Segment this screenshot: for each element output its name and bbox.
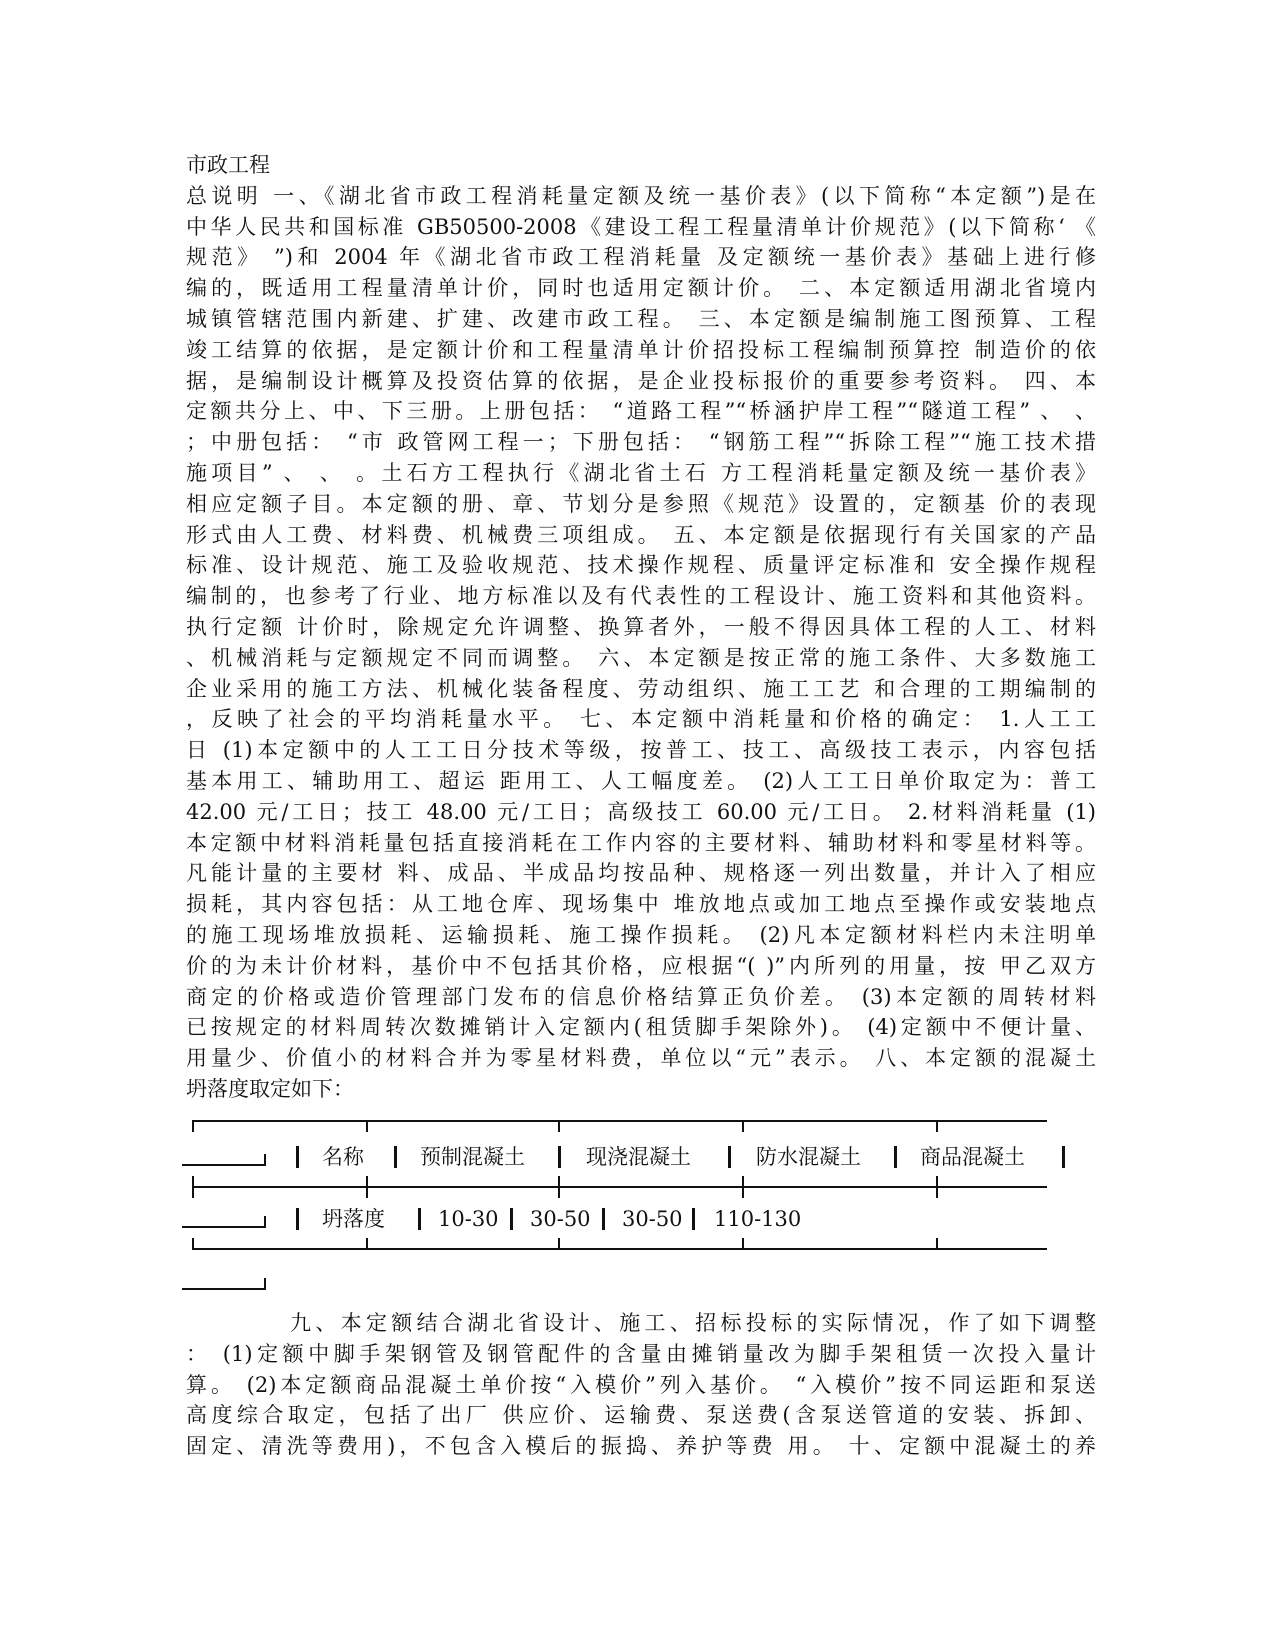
body-text [186, 150, 1096, 1105]
table-header-cell: 商品混凝土 [920, 1145, 1025, 1169]
table-rule [192, 1186, 1047, 1188]
table-rule [192, 1120, 194, 1132]
table-separator [394, 1146, 397, 1168]
table-separator [510, 1208, 513, 1230]
body-text-continued [186, 1308, 1096, 1462]
text-line: 九、本定额结合湖北省设计、施工、招标投标的实际情况，作了如下调整 [290, 1311, 1096, 1335]
table-rule [192, 1176, 194, 1198]
text-line: 执行定额 计价时，除规定允许调整、换算者外，一般不得因具体工程的人工、材料 [186, 614, 1096, 639]
text-line: 日 (1)本定额中的人工工日分技术等级，按普工、技工、高级技工表示，内容包括 [186, 738, 1096, 763]
text-line: 、机械消耗与定额规定不同而调整。 六、本定额是按正常的施工条件、大多数施工 [186, 645, 1096, 670]
table-rule [936, 1238, 938, 1250]
text-line: 城镇管辖范围内新建、扩建、改建市政工程。 三、本定额是编制施工图预算、工程 [186, 306, 1096, 331]
table-rule [936, 1120, 938, 1132]
text-line: 中华人民共和国标准 GB50500-2008《建设工程工程量清单计价规范》(以下简称‘ 《 [186, 214, 1096, 239]
table-rule [936, 1176, 938, 1198]
table-header-cell: 预制混凝土 [420, 1145, 525, 1169]
text-line: 施项目” 、 、 。土石方工程执行《湖北省土石 方工程消耗量定额及统一基价表》 [186, 460, 1096, 485]
table-separator [558, 1146, 561, 1168]
table-rule [742, 1176, 744, 1198]
table-rule [264, 1154, 266, 1166]
text-line: 坍落度取定如下： [186, 1076, 354, 1101]
table-rule [558, 1238, 560, 1250]
table-separator [296, 1208, 299, 1230]
text-line: 42.00 元/工日；技工 48.00 元/工日；高级技工 60.00 元/工日。 2.材料消耗量 (1) [186, 799, 1096, 824]
text-line: 算。 (2)本定额商品混凝土单价按“入模价”列入基价。 “入模价”按不同运距和泵送 [186, 1372, 1096, 1397]
text-line: 凡能计量的主要材 料、成品、半成品均按品种、规格逐一列出数量，并计入了相应 [186, 861, 1096, 886]
table-cell: 30-50 [622, 1207, 683, 1231]
text-line: 商定的价格或造价管理部门发布的信息价格结算正负价差。 (3)本定额的周转材料 [186, 984, 1096, 1009]
table-cell: 坍落度 [322, 1207, 385, 1231]
text-line: 企业采用的施工方法、机械化装备程度、劳动组织、施工工艺 和合理的工期编制的 [186, 676, 1096, 701]
text-line: 价的为未计价材料，基价中不包括其价格，应根据“( )”内所列的用量，按 甲乙双方 [186, 953, 1096, 978]
table-rule [742, 1238, 744, 1250]
text-line: 相应定额子目。本定额的册、章、节划分是参照《规范》设置的，定额基 价的表现 [186, 491, 1096, 516]
table-separator [296, 1146, 299, 1168]
table-rule [366, 1120, 368, 1132]
text-line: ；中册包括： “市 政管网工程一；下册包括： “钢筋工程”“拆除工程”“施工技术措 [186, 430, 1096, 455]
table-rule [182, 1226, 266, 1228]
table-cell: 30-50 [530, 1207, 591, 1231]
table-separator [418, 1208, 421, 1230]
text-line: 已按规定的材料周转次数摊销计入定额内(租赁脚手架除外)。 (4)定额中不便计量、 [186, 1015, 1096, 1040]
text-line: 损耗，其内容包括：从工地仓库、现场集中 堆放地点或加工地点至操作或安装地点 [186, 892, 1096, 917]
table-rule [366, 1176, 368, 1198]
text-line: 定额共分上、中、下三册。上册包括： “道路工程”“桥涵护岸工程”“隧道工程” 、 、 [186, 399, 1096, 424]
text-line: 基本用工、辅助用工、超运 距用工、人工幅度差。 (2)人工工日单价取定为：普工 [186, 768, 1096, 793]
text-line: 高度综合取定，包括了出厂 供应价、运输费、泵送费(含泵送管道的安装、拆卸、 [186, 1403, 1096, 1428]
table-separator [602, 1208, 605, 1230]
text-line: 编的，既适用工程量清单计价，同时也适用定额计价。 二、本定额适用湖北省境内 [186, 276, 1096, 301]
table-rule [192, 1120, 1047, 1122]
table-cell: 10-30 [438, 1207, 499, 1231]
table-rule [264, 1216, 266, 1228]
text-line: 本定额中材料消耗量包括直接消耗在工作内容的主要材料、辅助材料和零星材料等。 [186, 830, 1096, 855]
text-line: 编制的，也参考了行业、地方标准以及有代表性的工程设计、施工资料和其他资料。 [186, 584, 1096, 609]
table-rule [366, 1238, 368, 1250]
table-separator [728, 1146, 731, 1168]
table-separator [692, 1208, 695, 1230]
text-line: 规范》 ”)和 2004 年《湖北省市政工程消耗量 及定额统一基价表》基础上进行修 [186, 245, 1096, 270]
text-line: ，反映了社会的平均消耗量水平。 七、本定额中消耗量和价格的确定： 1.人工工 [186, 707, 1096, 732]
text-line: 据，是编制设计概算及投资估算的依据，是企业投标报价的重要参考资料。 四、本 [186, 368, 1096, 393]
text-line: 标准、设计规范、施工及验收规范、技术操作规程、质量评定标准和 安全操作规程 [186, 553, 1096, 578]
table-header-cell: 名称 [322, 1145, 364, 1169]
document-title: 市政工程 [186, 153, 270, 177]
table-rule [192, 1238, 194, 1250]
text-line: 用量少、价值小的材料合并为零星材料费，单位以“元”表示。 八、本定额的混凝土 [186, 1046, 1096, 1071]
text-line: 的施工现场堆放损耗、运输损耗、施工操作损耗。 (2)凡本定额材料栏内未注明单 [186, 922, 1096, 947]
table-rule [192, 1248, 1047, 1250]
table-separator [894, 1146, 897, 1168]
table-cell: 110-130 [714, 1207, 802, 1231]
table-rule [558, 1176, 560, 1198]
table-header-cell: 防水混凝土 [756, 1145, 861, 1169]
table-header-cell: 现浇混凝土 [586, 1145, 691, 1169]
text-line: 总说明 一、《湖北省市政工程消耗量定额及统一基价表》(以下简称“本定额”)是在 [186, 183, 1096, 208]
text-line: 形式由人工费、材料费、机械费三项组成。 五、本定额是依据现行有关国家的产品 [186, 522, 1096, 547]
table-rule [558, 1120, 560, 1132]
table-rule [182, 1288, 266, 1290]
text-line: 固定、清洗等费用)，不包含入模后的振捣、养护等费 用。 十、定额中混凝土的养 [186, 1434, 1096, 1459]
table-rule [182, 1164, 266, 1166]
text-line: 竣工结算的依据，是定额计价和工程量清单计价招投标工程编制预算控 制造价的依 [186, 337, 1096, 362]
table-rule [742, 1120, 744, 1132]
text-line: ： (1)定额中脚手架钢管及钢管配件的含量由摊销量改为脚手架租赁一次投入量计 [186, 1341, 1096, 1366]
table-separator [1062, 1146, 1065, 1168]
table-rule [264, 1278, 266, 1290]
